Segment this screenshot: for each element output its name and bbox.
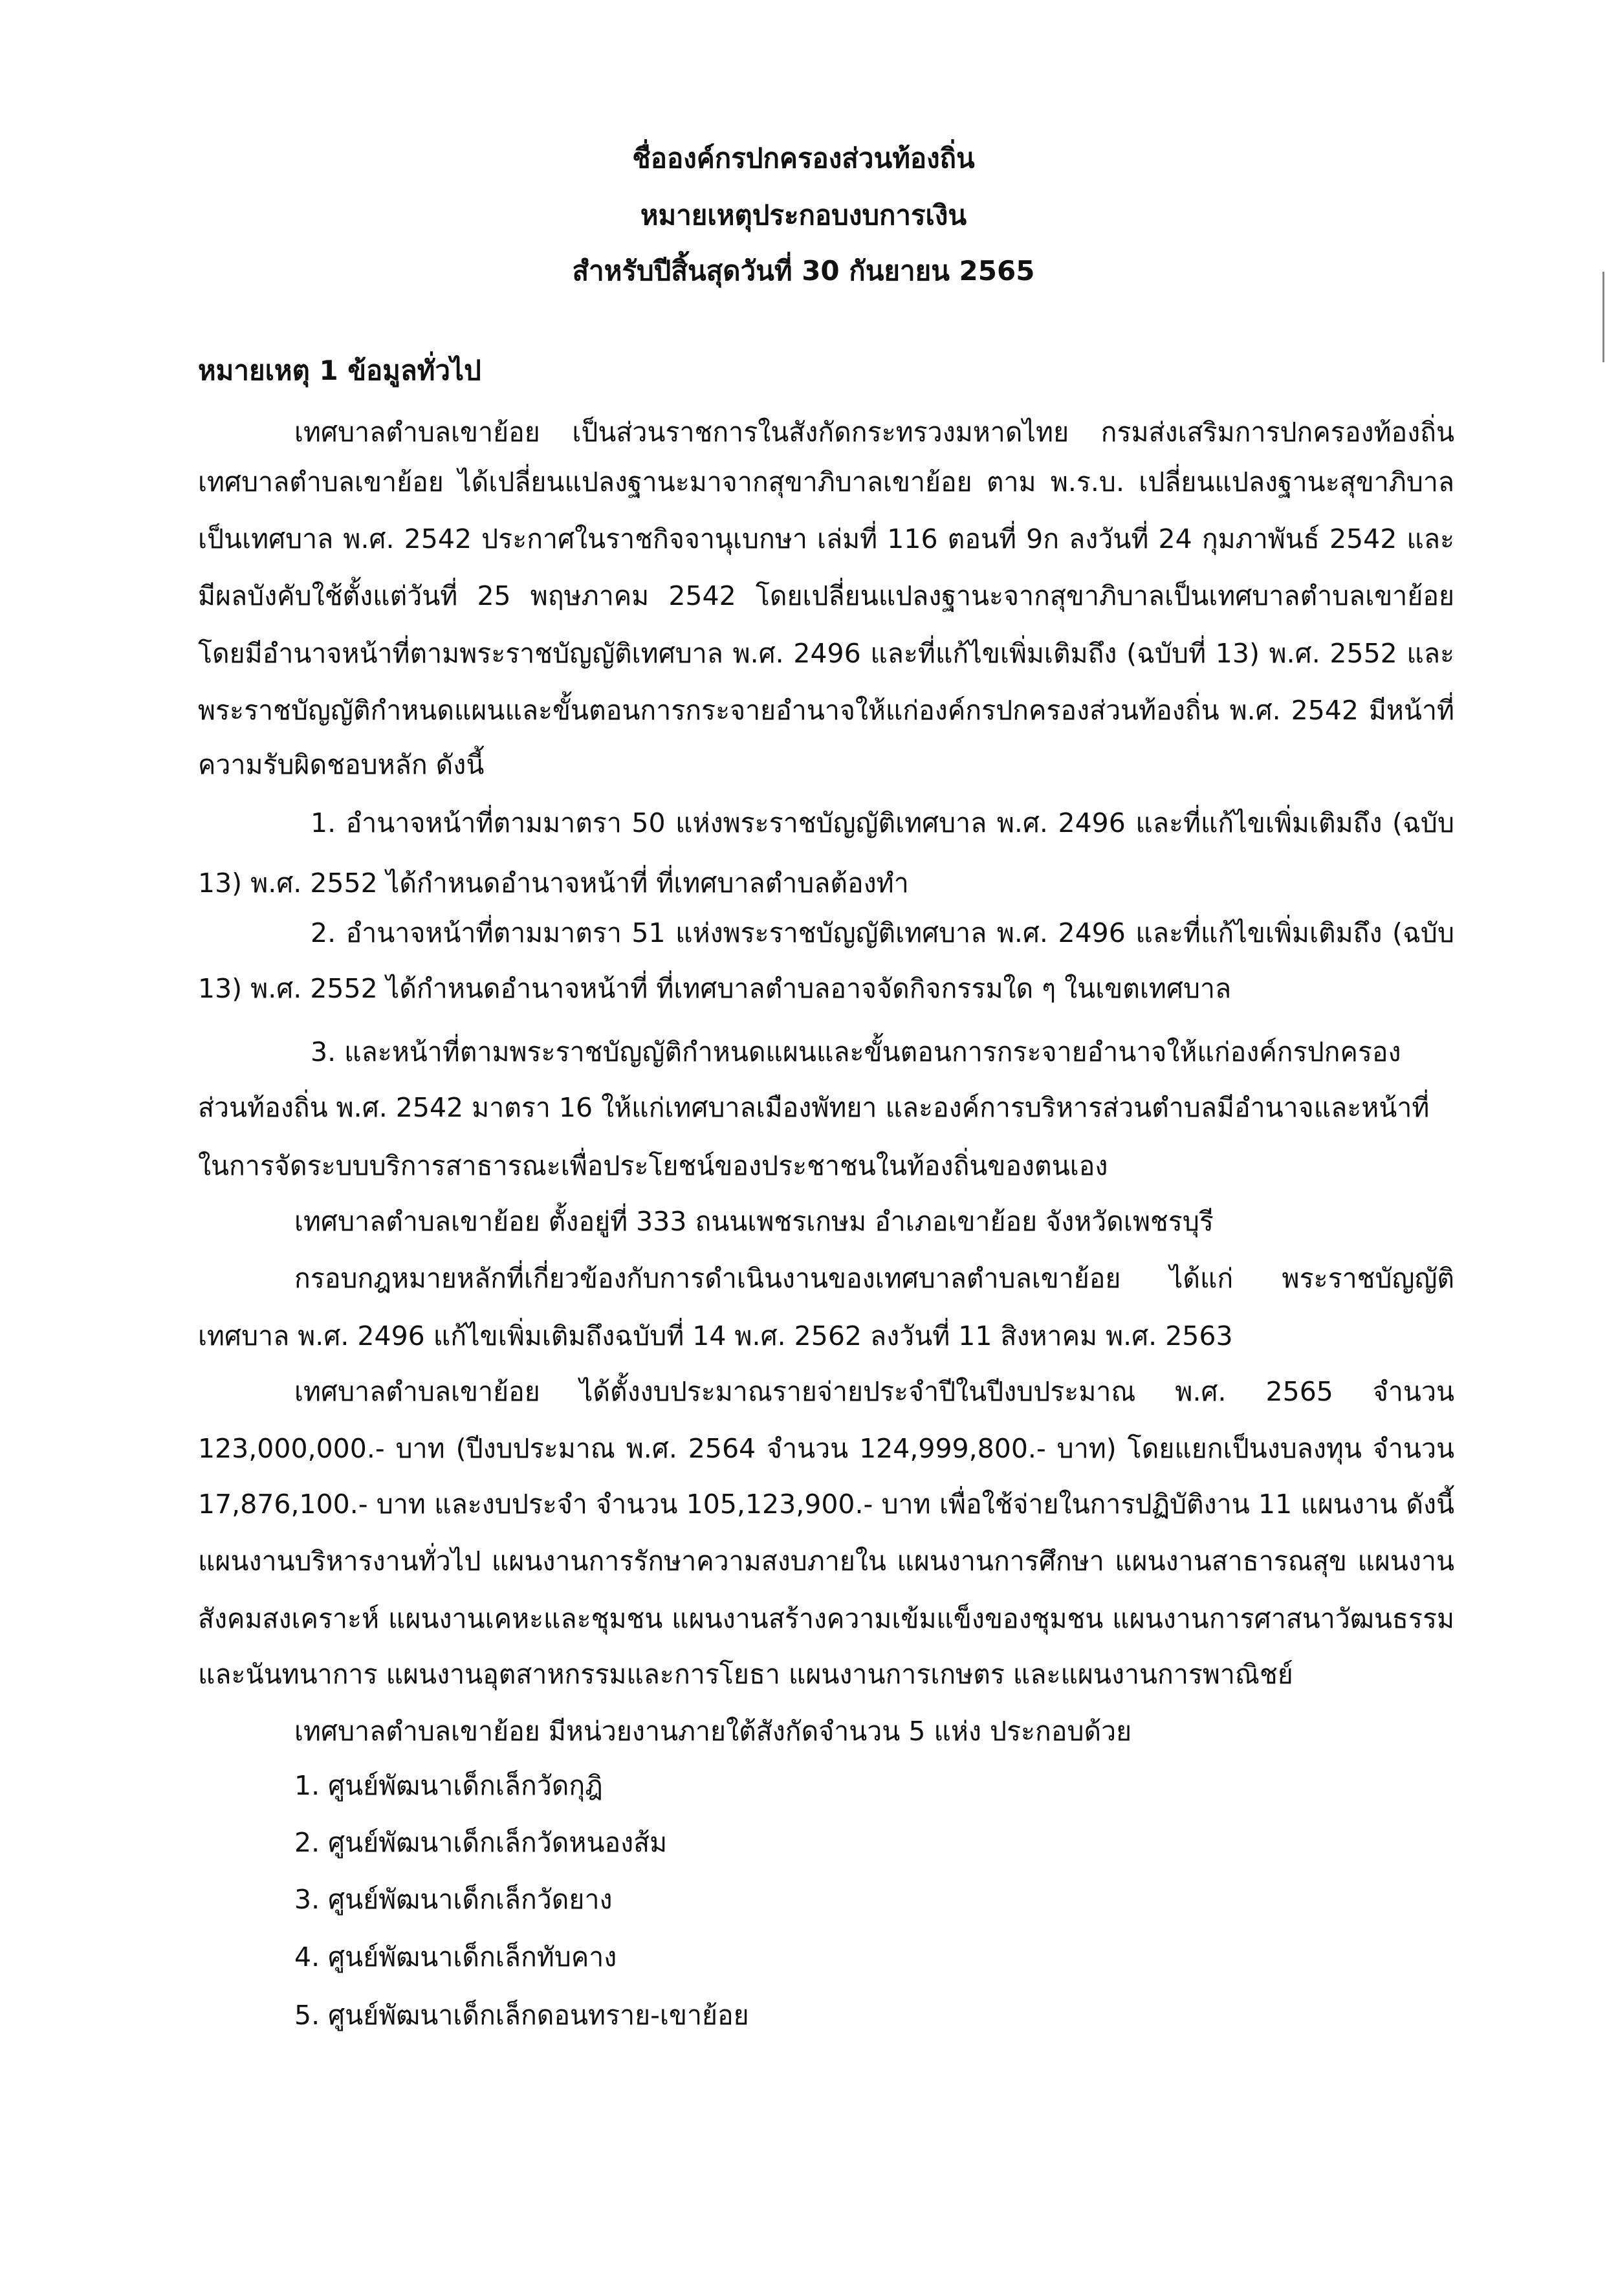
body-line: เทศบาลตำบลเขาย้อย ตั้งอยู่ที่ 333 ถนนเพชรเกษม อำเภอเขาย้อย จังหวัดเพชรบุรี bbox=[294, 1206, 1214, 1237]
body-line: ส่วนท้องถิ่น พ.ศ. 2542 มาตรา 16 ให้แก่เทศบาลเมืองพัทยา และองค์การบริหารส่วนตำบลมีอำนาจและหน้าที่ bbox=[198, 1092, 1430, 1123]
body-line: เทศบาลตำบลเขาย้อย ได้ตั้งงบประมาณรายจ่ายประจำปีในปีงบประมาณ พ.ศ. 2565 จำนวน bbox=[294, 1376, 1454, 1407]
body-line: เทศบาล พ.ศ. 2496 แก้ไขเพิ่มเติมถึงฉบับที่ 14 พ.ศ. 2562 ลงวันที่ 11 สิงหาคม พ.ศ. 2563 bbox=[198, 1320, 1233, 1351]
body-line: ความรับผิดชอบหลัก ดังนี้ bbox=[198, 749, 485, 780]
document-title-notes: หมายเหตุประกอบงบการเงิน bbox=[640, 199, 967, 231]
body-line: โดยมีอำนาจหน้าที่ตามพระราชบัญญัติเทศบาล พ.ศ. 2496 และที่แก้ไขเพิ่มเติมถึง (ฉบับที่ 13) พ.ศ. 2552 และ bbox=[198, 638, 1454, 669]
note-heading: หมายเหตุ 1 ข้อมูลทั่วไป bbox=[198, 355, 481, 386]
unit-list-item: 5. ศูนย์พัฒนาเด็กเล็กดอนทราย-เขาย้อย bbox=[294, 2000, 749, 2031]
unit-list-item: 1. ศูนย์พัฒนาเด็กเล็กวัดกุฎิ bbox=[294, 1770, 603, 1801]
body-line: และนันทนาการ แผนงานอุตสาหกรรมและการโยธา แผนงานการเกษตร และแผนงานการพาณิชย์ bbox=[198, 1659, 1293, 1690]
body-line: 3. และหน้าที่ตามพระราชบัญญัติกำหนดแผนและขั้นตอนการกระจายอำนาจให้แก่องค์กรปกครอง bbox=[311, 1036, 1401, 1067]
unit-list-item: 2. ศูนย์พัฒนาเด็กเล็กวัดหนองส้ม bbox=[294, 1827, 668, 1858]
body-line: มีผลบังคับใช้ตั้งแต่วันที่ 25 พฤษภาคม 2542 โดยเปลี่ยนแปลงฐานะจากสุขาภิบาลเป็นเทศบาลตำบลเขาย้อย bbox=[198, 580, 1454, 611]
body-line: เทศบาลตำบลเขาย้อย เป็นส่วนราชการในสังกัดกระทรวงมหาดไทย กรมส่งเสริมการปกครองท้องถิ่น bbox=[294, 417, 1454, 448]
body-line: 1. อำนาจหน้าที่ตามมาตรา 50 แห่งพระราชบัญญัติเทศบาล พ.ศ. 2496 และที่แก้ไขเพิ่มเติมถึง (ฉบับ bbox=[311, 807, 1454, 838]
scan-edge-mark bbox=[1602, 272, 1604, 362]
body-line: สังคมสงเคราะห์ แผนงานเคหะและชุมชน แผนงานสร้างความเข้มแข็งของชุมชน แผนงานการศาสนาวัฒนธรรม bbox=[198, 1603, 1454, 1634]
body-line: พระราชบัญญัติกำหนดแผนและขั้นตอนการกระจายอำนาจให้แก่องค์กรปกครองส่วนท้องถิ่น พ.ศ. 2542 มีหน้าที่ bbox=[198, 695, 1454, 726]
document-title-period: สำหรับปีสิ้นสุดวันที่ 30 กันยายน 2565 bbox=[572, 255, 1035, 287]
body-line: 13) พ.ศ. 2552 ได้กำหนดอำนาจหน้าที่ ที่เทศบาลตำบลต้องทำ bbox=[198, 868, 909, 899]
body-line: ในการจัดระบบบริการสาธารณะเพื่อประโยชน์ของประชาชนในท้องถิ่นของตนเอง bbox=[198, 1150, 1108, 1181]
unit-list-item: 4. ศูนย์พัฒนาเด็กเล็กทับคาง bbox=[294, 1941, 617, 1973]
body-line: 17,876,100.- บาท และงบประจำ จำนวน 105,123,900.- บาท เพื่อใช้จ่ายในการปฏิบัติงาน 11 แผนงาน ดังนี้ bbox=[198, 1489, 1454, 1520]
body-line: แผนงานบริหารงานทั่วไป แผนงานการรักษาความสงบภายใน แผนงานการศึกษา แผนงานสาธารณสุข แผนงาน bbox=[198, 1546, 1454, 1577]
body-line: 123,000,000.- บาท (ปีงบประมาณ พ.ศ. 2564 จำนวน 124,999,800.- บาท) โดยแยกเป็นงบลงทุน จำนวน bbox=[198, 1433, 1454, 1464]
body-line: กรอบกฎหมายหลักที่เกี่ยวข้องกับการดำเนินงานของเทศบาลตำบลเขาย้อย ได้แก่ พระราชบัญญัติ bbox=[294, 1263, 1454, 1294]
body-line: เทศบาลตำบลเขาย้อย มีหน่วยงานภายใต้สังกัดจำนวน 5 แห่ง ประกอบด้วย bbox=[294, 1716, 1132, 1747]
body-line: เป็นเทศบาล พ.ศ. 2542 ประกาศในราชกิจจานุเบกษา เล่มที่ 116 ตอนที่ 9ก ลงวันที่ 24 กุมภาพันธ์ 2542 และ bbox=[198, 523, 1454, 554]
unit-list-item: 3. ศูนย์พัฒนาเด็กเล็กวัดยาง bbox=[294, 1884, 613, 1915]
body-line: 2. อำนาจหน้าที่ตามมาตรา 51 แห่งพระราชบัญญัติเทศบาล พ.ศ. 2496 และที่แก้ไขเพิ่มเติมถึง (ฉบับ bbox=[311, 917, 1454, 948]
body-line: เทศบาลตำบลเขาย้อย ได้เปลี่ยนแปลงฐานะมาจากสุขาภิบาลเขาย้อย ตาม พ.ร.บ. เปลี่ยนแปลงฐานะสุขาภิบาล bbox=[198, 466, 1454, 497]
document-title-org: ชื่อองค์กรปกครองส่วนท้องถิ่น bbox=[632, 142, 975, 174]
body-line: 13) พ.ศ. 2552 ได้กำหนดอำนาจหน้าที่ ที่เทศบาลตำบลอาจจัดกิจกรรมใด ๆ ในเขตเทศบาล bbox=[198, 973, 1232, 1004]
